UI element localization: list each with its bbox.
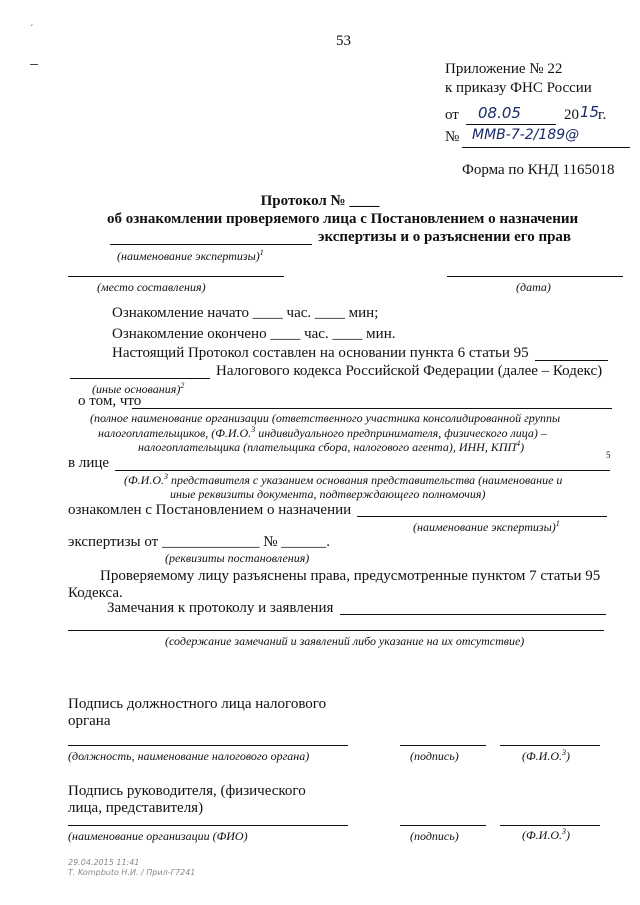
date-label: (дата) — [516, 280, 551, 294]
appendix-line2: к приказу ФНС России — [445, 80, 592, 96]
signature-line — [400, 745, 486, 746]
in-person-text: в лице — [68, 455, 110, 471]
sig-head-line1: Подпись руководителя, (физического — [68, 783, 306, 799]
date-field-line — [447, 276, 623, 277]
number-line — [462, 147, 630, 148]
start-text: Ознакомление начато ____ час. ____ мин; — [112, 305, 379, 321]
basis-line2: Налогового кодекса Российской Федерации (далее – Кодекс) — [216, 363, 603, 379]
appendix-year-value: 15 — [580, 103, 600, 121]
acquainted-text: ознакомлен с Постановлением о назначении — [68, 502, 352, 518]
position-line — [68, 745, 348, 746]
footer-line2: Т. Kompbuto Н.И. / Прил-Г7241 — [68, 868, 196, 877]
about-fill — [132, 408, 612, 409]
margin-mark: ´ — [30, 24, 34, 35]
appendix-year-prefix: 20 — [564, 107, 579, 123]
rights-line2: Кодекса. — [68, 585, 123, 601]
title-line3: экспертизы и о разъяснении его прав — [318, 229, 572, 245]
margin-mark — [30, 64, 38, 65]
signature-label-2: (подпись) — [410, 829, 459, 843]
fio-line-2 — [500, 825, 600, 826]
org-desc-line3: налогоплательщика (плательщика сбора, налогового агента), ИНН, КПП$^4$) — [138, 439, 525, 454]
appendix-year-suffix: г. — [598, 107, 607, 123]
remarks-fill2 — [68, 630, 604, 631]
expertise-from-text: экспертизы от _____________ № ______. — [68, 534, 331, 550]
sig-official-line2: органа — [68, 713, 111, 729]
appendix-date-prefix: от — [445, 107, 459, 123]
about-text: о том, что — [78, 393, 142, 409]
appendix-number-prefix: № — [445, 129, 460, 145]
title-line2: об ознакомлении проверяемого лица с Постановлением о назначении — [107, 211, 579, 227]
rep-desc-line2: иные реквизиты документа, подтверждающего полномочия) — [170, 487, 486, 501]
org-desc-line1: (полное наименование организации (ответственного участника консолидированной группы — [90, 411, 561, 425]
position-desc: (должность, наименование налогового органа) — [68, 749, 310, 763]
basis-line1: Настоящий Протокол составлен на основании пункта 6 статьи 95 — [112, 345, 529, 361]
expertise-name-label: (наименование экспертизы)$^1$ — [117, 248, 264, 263]
title-line1: Протокол № ____ — [260, 193, 380, 209]
expertise-line — [110, 244, 312, 245]
end-text: Ознакомление окончено ____ час. ____ мин. — [112, 326, 396, 342]
place-line — [68, 276, 284, 277]
fio-line — [500, 745, 600, 746]
place-label: (место составления) — [97, 280, 206, 294]
acquainted-fill — [357, 516, 607, 517]
org-desc-line2: налогоплательщиков, (Ф.И.О.$^3$ индивидуального предпринимателя, физического лица) – — [98, 425, 547, 440]
org-fio-desc: (наименование организации (ФИО) — [68, 829, 248, 843]
sig-head-line2: лица, представителя) — [68, 800, 204, 816]
rights-line1: Проверяемому лицу разъяснены права, предусмотренные пунктом 7 статьи 95 — [100, 568, 601, 584]
remarks-text: Замечания к протоколу и заявления — [107, 600, 334, 616]
sig-official-line1: Подпись должностного лица налогового — [68, 696, 327, 712]
decree-details-label: (реквизиты постановления) — [165, 551, 310, 565]
appendix-number-value: ММВ-7-2/189@ — [472, 127, 580, 143]
remarks-fill1 — [340, 614, 606, 615]
appendix-line1: Приложение № 22 — [445, 61, 563, 77]
in-person-fill — [115, 470, 610, 471]
org-fio-line — [68, 825, 348, 826]
expertise-name-label-2: (наименование экспертизы)$^1$ — [413, 519, 560, 534]
signature-line-2 — [400, 825, 486, 826]
basis-fill2 — [70, 378, 210, 379]
remarks-desc: (содержание замечаний и заявлений либо указание на их отсутствие) — [165, 634, 525, 648]
appendix-date-value: 08.05 — [478, 104, 521, 122]
footer-line1: 29.04.2015 11:41 — [68, 858, 140, 867]
fio-label: (Ф.И.О.$^3$) — [522, 748, 570, 763]
fio-label-2: (Ф.И.О.$^3$) — [522, 827, 570, 842]
signature-label: (подпись) — [410, 749, 459, 763]
other-grounds-label: (иные основания)$^2$ — [92, 381, 185, 396]
footnote-5: 5 — [606, 450, 611, 460]
basis-fill1 — [535, 360, 608, 361]
rep-desc-line1: (Ф.И.О.$^3$ представителя с указанием основания представительства (наименование и — [124, 472, 563, 487]
date-line — [466, 124, 556, 125]
form-code: Форма по КНД 1165018 — [462, 162, 615, 178]
page-number: 53 — [336, 33, 351, 49]
